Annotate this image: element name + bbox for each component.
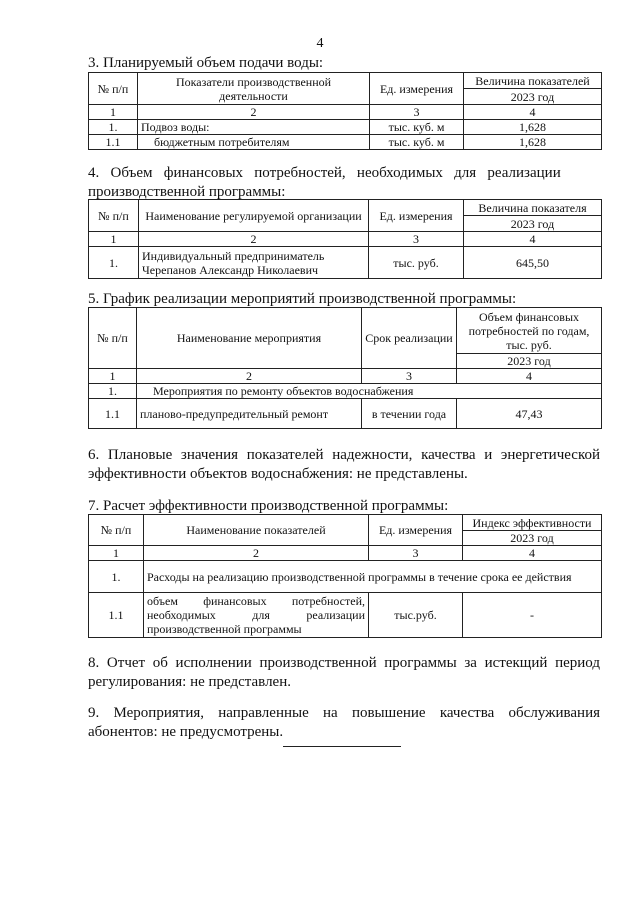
row-num: 1. — [89, 384, 137, 399]
row-value: 645,50 — [464, 247, 602, 279]
header-num: № п/п — [89, 308, 137, 369]
index-cell: 4 — [464, 232, 602, 247]
row-unit: тыс. куб. м — [370, 120, 464, 135]
index-cell: 1 — [89, 232, 139, 247]
row-unit: тыс. руб. — [369, 247, 464, 279]
header-year: 2023 год — [457, 354, 602, 369]
section4-heading-line2: производственной программы: — [88, 184, 286, 200]
row-value: 1,628 — [464, 135, 602, 150]
index-cell: 1 — [89, 546, 144, 561]
header-value: Величина показателя — [464, 200, 602, 216]
header-year: 2023 год — [464, 89, 602, 105]
row-num: 1.1 — [89, 399, 137, 429]
section9-text: 9. Мероприятия, направленные на повышение качества обслуживания абонентов: не предусмотрены. — [88, 705, 600, 740]
header-value: Индекс эффективности — [463, 515, 602, 531]
group-text: Мероприятия по ремонту объектов водоснабжения — [137, 384, 602, 399]
header-name: Показатели производственной деятельности — [138, 73, 370, 105]
header-value: Объем финансовых потребностей по годам, тыс. руб. — [457, 308, 602, 354]
header-unit: Ед. измерения — [369, 200, 464, 232]
header-name: Наименование показателей — [144, 515, 369, 546]
section5-table — [88, 307, 602, 429]
index-cell: 4 — [464, 105, 602, 120]
row-name: Индивидуальный предприниматель Черепанов Александр Николаевич — [139, 247, 369, 279]
table-row — [89, 593, 602, 638]
header-year: 2023 год — [464, 216, 602, 232]
row-value: 47,43 — [457, 399, 602, 429]
index-cell: 1 — [89, 369, 137, 384]
index-cell: 3 — [369, 546, 463, 561]
row-unit: тыс. куб. м — [370, 135, 464, 150]
index-cell: 1 — [89, 105, 138, 120]
header-term: Срок реализации — [362, 308, 457, 369]
section5-heading: 5. График реализации мероприятий производственной программы: — [88, 291, 517, 307]
section8-text: 8. Отчет об исполнении производственной программы за истекщий период регулирования: не представлен. — [88, 655, 600, 690]
section7-table — [88, 514, 602, 638]
index-cell: 2 — [137, 369, 362, 384]
header-unit: Ед. измерения — [370, 73, 464, 105]
table-row — [89, 399, 602, 429]
row-name: Подвоз воды: — [138, 120, 370, 135]
header-num: № п/п — [89, 200, 139, 232]
index-cell: 3 — [362, 369, 457, 384]
header-value: Величина показателей — [464, 73, 602, 89]
row-num: 1.1 — [89, 135, 138, 150]
row-value: - — [463, 593, 602, 638]
row-num: 1. — [89, 120, 138, 135]
header-name: Наименование регулируемой организации — [139, 200, 369, 232]
row-num: 1. — [89, 247, 139, 279]
row-term: в течении года — [362, 399, 457, 429]
row-value: 1,628 — [464, 120, 602, 135]
table-row — [89, 247, 602, 279]
index-cell: 2 — [139, 232, 369, 247]
section4-heading-line1: 4. Объем финансовых потребностей, необходимых для реализации — [88, 165, 561, 181]
index-cell: 3 — [370, 105, 464, 120]
table-row — [89, 135, 602, 150]
index-cell: 2 — [138, 105, 370, 120]
index-cell: 2 — [144, 546, 369, 561]
header-name: Наименование мероприятия — [137, 308, 362, 369]
section7-heading: 7. Расчет эффективности производственной программы: — [88, 498, 449, 514]
group-row — [89, 561, 602, 593]
row-name: объем финансовых потребностей, необходимых для реализации производственной программы — [144, 593, 369, 638]
header-num: № п/п — [89, 73, 138, 105]
group-text: Расходы на реализацию производственной программы в течение срока ее действия — [144, 561, 602, 593]
index-cell: 3 — [369, 232, 464, 247]
row-unit: тыс.руб. — [369, 593, 463, 638]
row-num: 1. — [89, 561, 144, 593]
section6-text: 6. Плановые значения показателей надежности, качества и энергетической эффективности объектов водоснабжения: не представлены. — [88, 447, 600, 482]
row-num: 1.1 — [89, 593, 144, 638]
group-row — [89, 384, 602, 399]
table-row — [89, 120, 602, 135]
signature-line — [283, 746, 401, 747]
header-year: 2023 год — [463, 531, 602, 546]
index-cell: 4 — [463, 546, 602, 561]
header-unit: Ед. измерения — [369, 515, 463, 546]
page-number: 4 — [316, 36, 324, 51]
section3-heading: 3. Планируемый объем подачи воды: — [88, 55, 324, 71]
index-cell: 4 — [457, 369, 602, 384]
row-name: планово-предупредительный ремонт — [137, 399, 362, 429]
section3-table — [88, 72, 602, 150]
section4-table — [88, 199, 602, 279]
header-num: № п/п — [89, 515, 144, 546]
row-name: бюджетным потребителям — [138, 135, 370, 150]
